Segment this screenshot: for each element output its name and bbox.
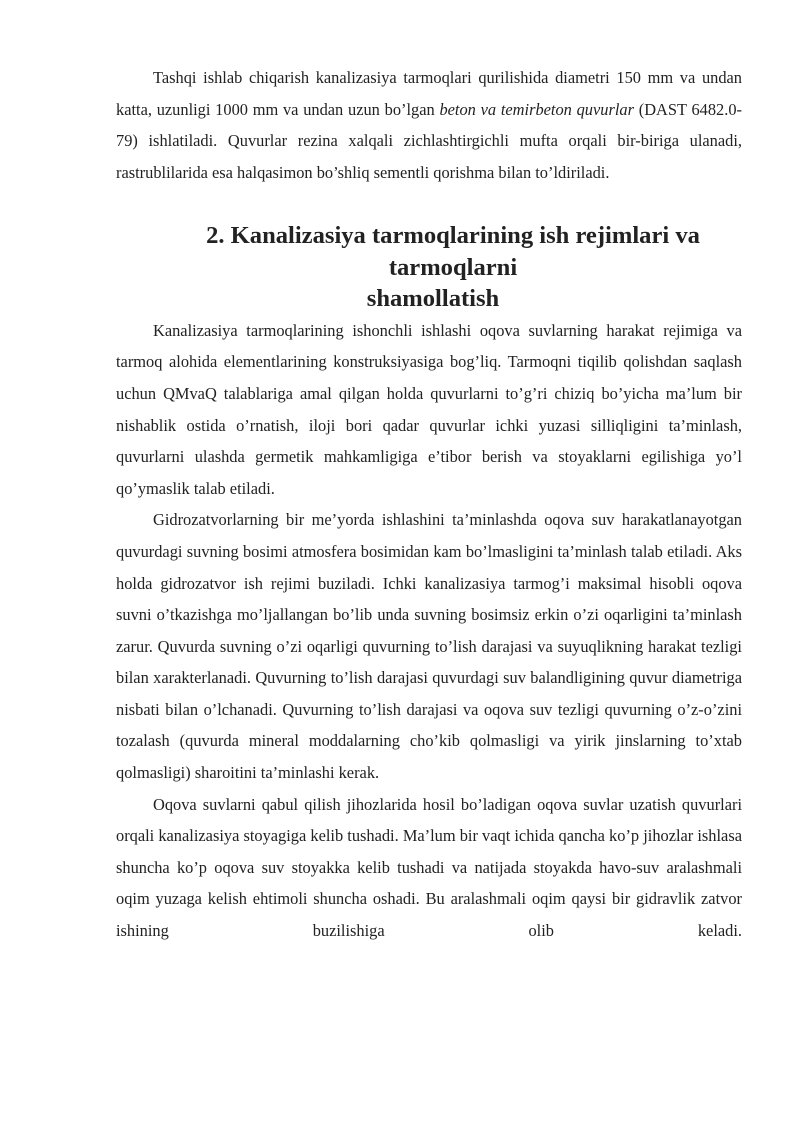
section-heading-line-1: 2. Kanalizasiya tarmoqlarining ish rejimlari va tarmoqlarni xyxy=(206,221,700,281)
section-heading-line-2: shamollatish xyxy=(366,285,500,313)
blank-line xyxy=(116,188,742,220)
paragraph-1-italic: beton va temirbeton quvurlar xyxy=(439,99,634,119)
document-page xyxy=(116,62,742,947)
section-heading xyxy=(116,220,742,315)
paragraph-1-text-a: Tashqi ishlab chiqarish kanalizasiya tarmoqlari qurilishida diametri 150 mm va undan katta, uzunligi 1000 mm va undan uzun bo’lgan xyxy=(116,68,742,119)
paragraph-1 xyxy=(116,62,742,188)
paragraph-1-text-b: (DAST 6482.0-79) ishlatiladi. Quvurlar rezina xalqali zichlashtirgichli mufta orqali bir-biriga ulanadi, rastrublilarida esa halqasimon bo’shliq sementli qorishma bilan to’ldiriladi. xyxy=(116,99,742,182)
paragraph-3: Gidrozatvorlarning bir me’yorda ishlashini ta’minlashda oqova suv harakatlanayotgan quvurdagi suvning bosimi atmosfera bosimidan kam bo’lmasligini ta’minlash talab etiladi. Aks holda gidrozatvor ish rejimi buziladi. Ichki kanalizasiya tarmog’i maksimal hisobli oqova suvni o’tkazishga mo’ljallangan bo’lib unda suvning bosimsiz erkin o’zi oqarligini ta’minlash zarur. Quvurda suvning o’zi oqarligi quvurning to’lish darajasi va suyuqlikning harakat tezligi bilan xarakterlanadi. Quvurning to’lish darajasi quvurdagi suv balandligining quvur diametriga nisbati bilan o’lchanadi. Quvurning to’lish darajasi va oqova suv tezligi quvurning o’z-o’zini tozalash (quvurda mineral moddalarning cho’kib qolmasligi va yirik jinslarning to’xtab qolmasligi) sharoitini ta’minlashi kerak. xyxy=(116,510,742,783)
paragraph-4: Oqova suvlarni qabul qilish jihozlarida hosil bo’ladigan oqova suvlar uzatish quvurlari orqali kanalizasiya stoyagiga kelib tushadi. Ma’lum bir vaqt ichida qancha ko’p jihozlar ishlasa shuncha ko’p oqova suv stoyakka kelib tushadi va natijada stoyakda havo-suv aralashmali oqim yuzaga kelish ehtimoli shuncha oshadi. Bu aralashmali oqim qaysi bir gidravlik zatvor ishining buzilishiga olib keladi. xyxy=(116,794,742,941)
paragraph-2: Kanalizasiya tarmoqlarining ishonchli ishlashi oqova suvlarning harakat rejimiga va tarmoq alohida elementlarining konstruksiyasiga bog’liq. Tarmoqni tiqilib qolishdan saqlash uchun QMvaQ talablariga amal qilgan holda quvurlarni to’g’ri chiziq bo’yicha ma’lum bir nishablik ostida o’rnatish, iloji bori qadar quvurlar ichki yuzasi silliqligini ta’minlash, quvurlarni ulashda germetik mahkamligiga e’tibor berish va stoyaklarni egilishiga yo’l qo’ymaslik talab etiladi. xyxy=(116,320,742,498)
